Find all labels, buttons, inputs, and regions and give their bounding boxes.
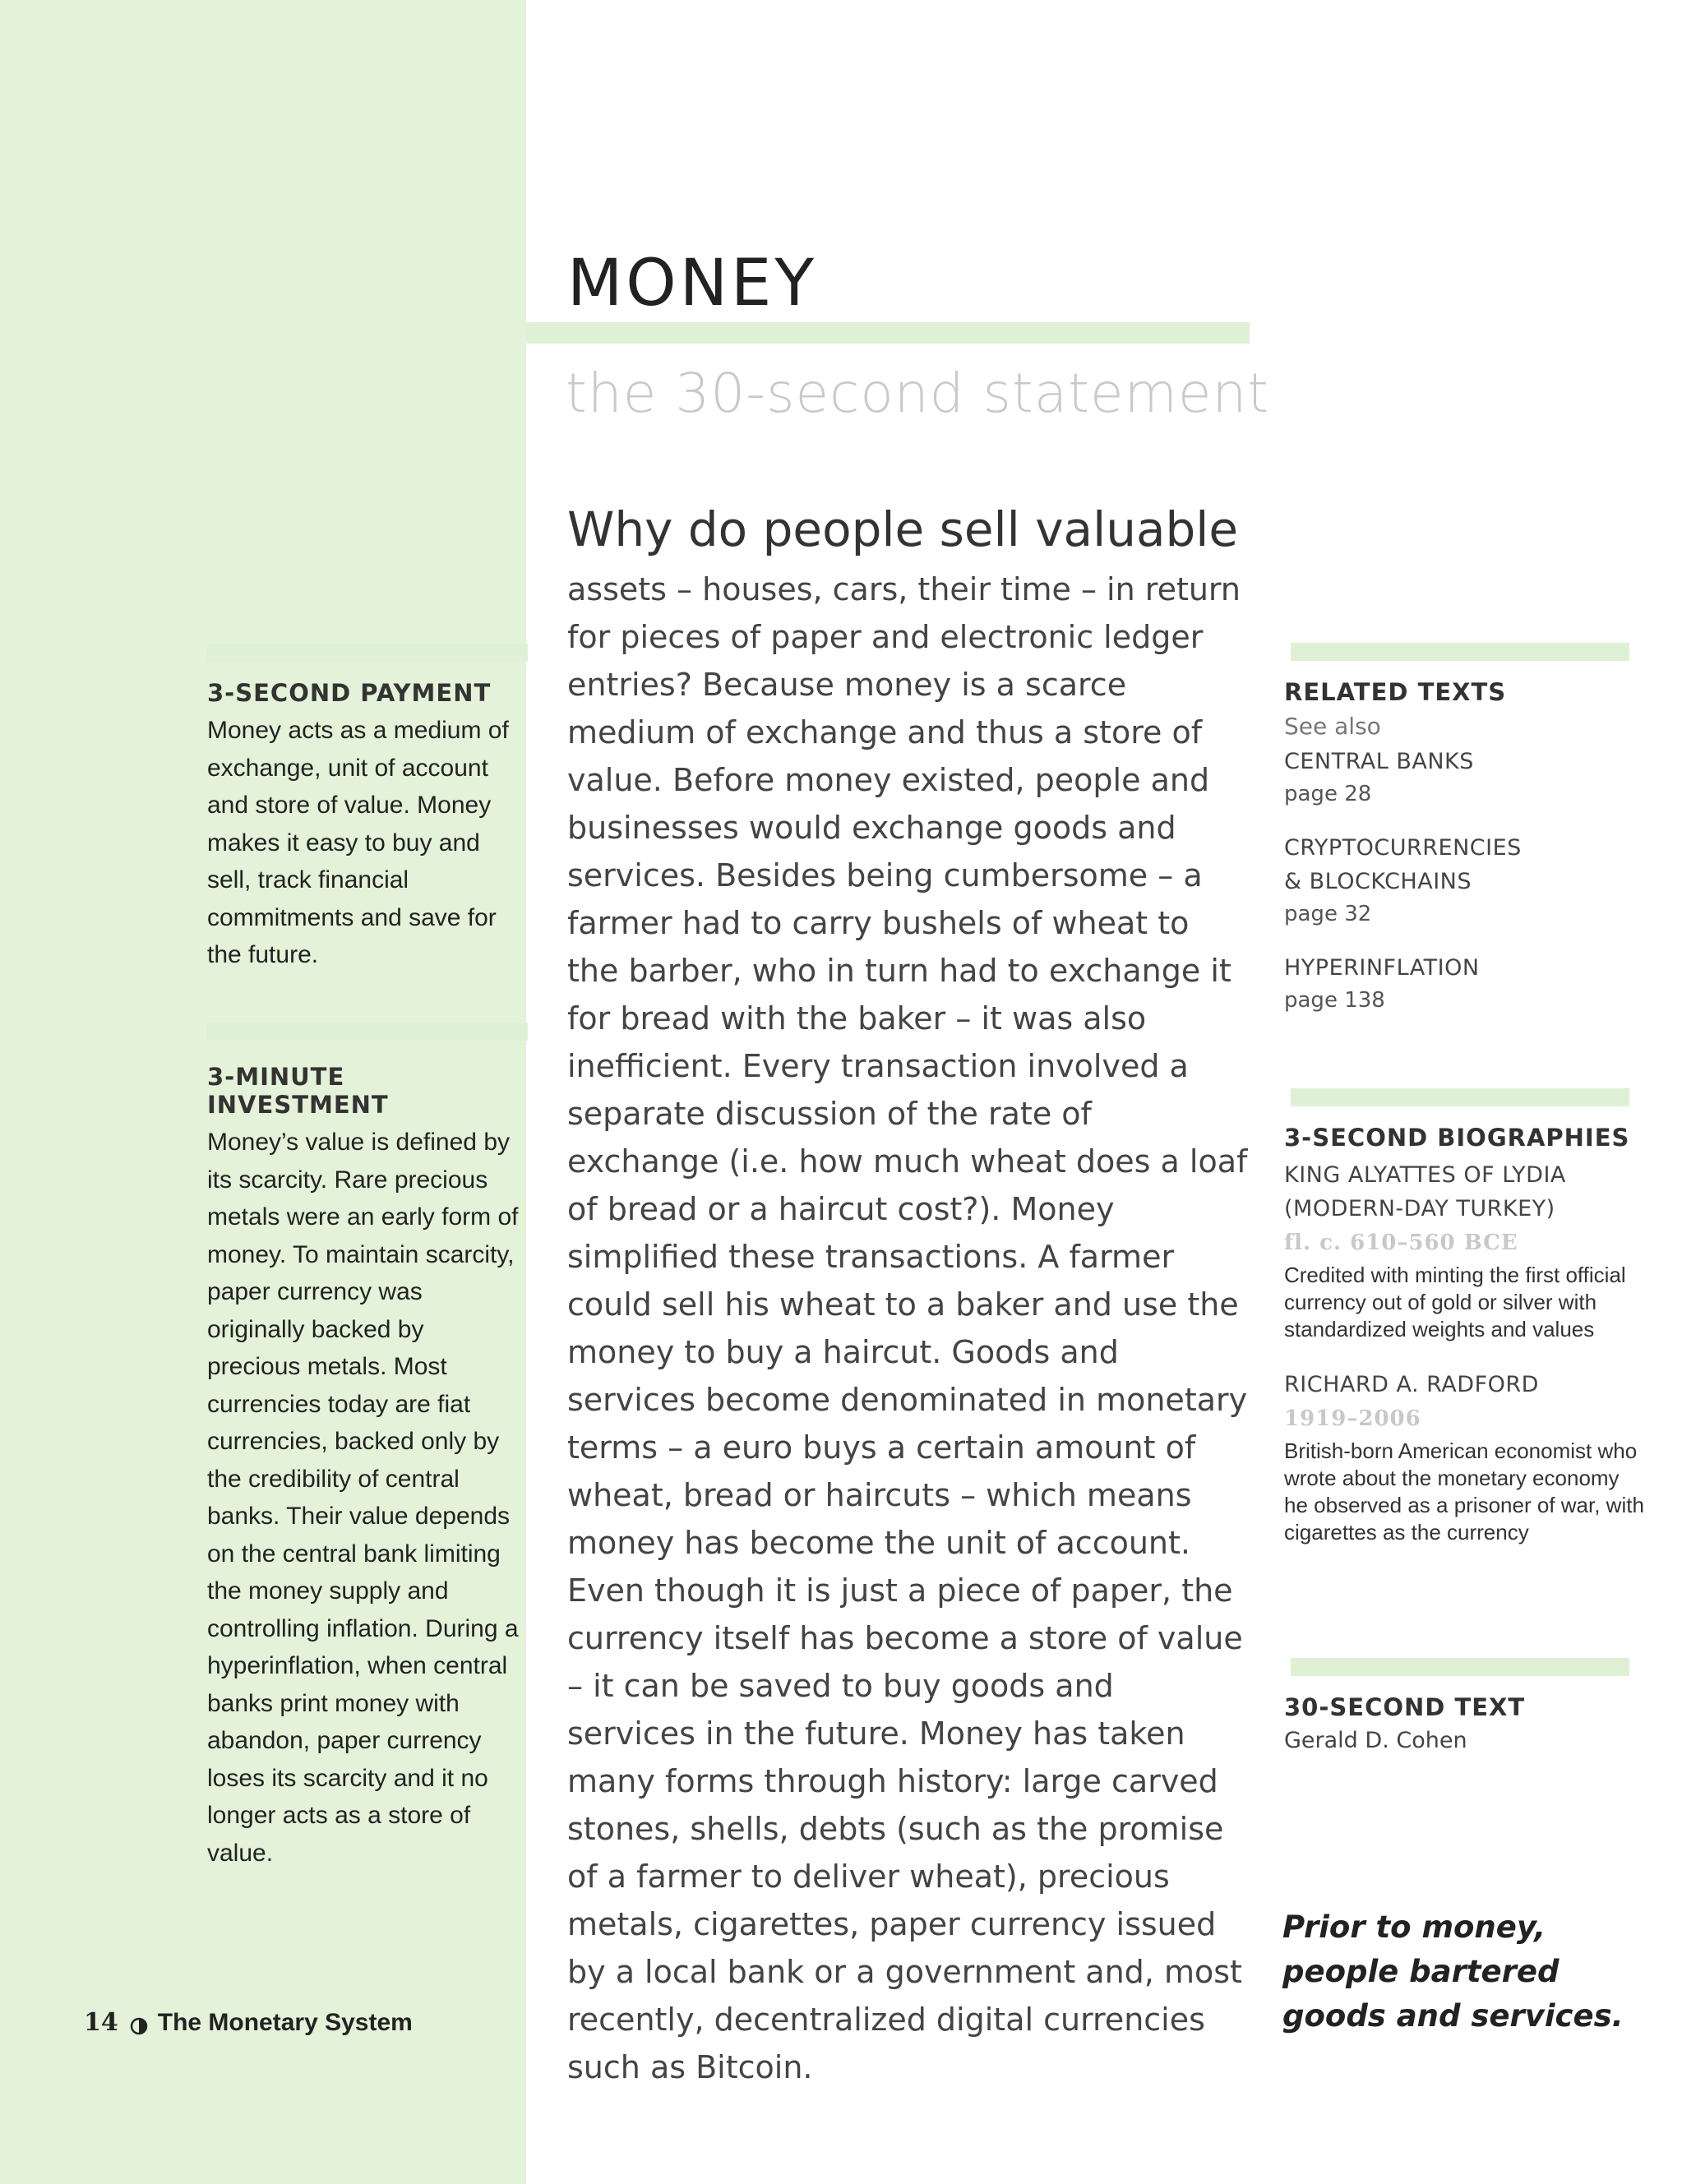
payment-heading: 3-SECOND PAYMENT: [207, 679, 492, 707]
biography-description: British-born American economist who wrote about the monetary economy he observed as a prisoner of war, with cigarettes as the currency: [1284, 1438, 1644, 1544]
see-also-label: See also: [1284, 713, 1381, 740]
investment-text: Money’s value is defined by its scarcity. Rare precious metals were an early form of money. To maintain scarcity, paper currency was originally backed by precious metals. Most currencies today are fiat currencies, backed only by the credibility of central banks. Their value depends on the central bank limiting the money supply and controlling inflation. During a hyperinflation, when central banks print money with abandon, paper currency loses its scarcity and it no longer acts as a store of value.: [207, 1129, 519, 1867]
image-caption: Prior to money, people bartered goods and services.: [1282, 1909, 1624, 2034]
text-rule: [1291, 1658, 1629, 1676]
biography-name: RICHARD A. RADFORD: [1284, 1372, 1539, 1397]
biography-dates: 1919–2006: [1284, 1406, 1421, 1431]
half-circle-icon: [130, 2014, 148, 2032]
investment-box: [207, 1063, 524, 1872]
page-subtitle: the 30-second statement: [566, 362, 1270, 425]
related-item-name[interactable]: CRYPTOCURRENCIES & BLOCKCHAINS: [1284, 835, 1522, 894]
biographies-heading: 3-SECOND BIOGRAPHIES: [1284, 1124, 1630, 1152]
payment-text: Money acts as a medium of exchange, unit of account and store of value. Money makes it easy to buy and sell, track financial commitments and save for the future.: [207, 717, 509, 968]
page-title: MONEY: [567, 247, 817, 321]
thirty-second-heading: 30-SECOND TEXT: [1284, 1693, 1526, 1721]
related-texts: [1284, 678, 1646, 1037]
lead-sentence: Why do people sell valuable: [567, 501, 1239, 557]
biography-dates: fl. c. 610–560 BCE: [1284, 1231, 1518, 1255]
related-item-page: page 138: [1284, 988, 1385, 1013]
related-item-name[interactable]: CENTRAL BANKS: [1284, 749, 1474, 774]
biography-description: Credited with minting the first official currency out of gold or silver with standardized weights and values: [1284, 1263, 1626, 1341]
thirty-second-text: [1284, 1693, 1646, 1753]
biographies-rule: [1291, 1088, 1629, 1106]
section-name: The Monetary System: [157, 2008, 413, 2036]
biography-name: KING ALYATTES OF LYDIA (MODERN-DAY TURKEY): [1284, 1162, 1566, 1221]
payment-box: [207, 679, 524, 974]
page-number: 14: [84, 2008, 118, 2037]
page-footer: [84, 2008, 413, 2037]
investment-heading: 3-MINUTE INVESTMENT: [207, 1063, 389, 1119]
related-item-page: page 28: [1284, 782, 1372, 806]
title-rule: [526, 322, 1250, 344]
body-text: assets – houses, cars, their time – in return for pieces of paper and electronic ledger entries? Because money is a scarce medium of exchange and thus a store of value. Before money existed, people and businesses would exchange goods and services. Besides being cumbersome – a farmer had to carry bushels of wheat to the barber, who in turn had to exchange it for bread with the baker – it was also inefficient. Every transaction involved a separate discussion of the rate of exchange (i.e. how much wheat does a loaf of bread or a haircut cost?). Money simplified these transactions. A farmer could sell his wheat to a baker and use the money to buy a haircut. Goods and services become denominated in monetary terms – a euro buys a certain amount of wheat, bread or haircuts – which means money has become the unit of account. Even though it is just a piece of paper, the currency itself has become a store of value – it can be saved to buy goods and services in the future. Money has taken many forms through history: large carved stones, shells, debts (such as the promise of a farmer to deliver wheat), precious metals, cigarettes, paper currency issued by a local bank or a government and, most recently, decentralized digital currencies such as Bitcoin.: [567, 571, 1248, 2085]
payment-rule: [207, 644, 528, 662]
author-name: Gerald D. Cohen: [1284, 1728, 1467, 1753]
related-item-page: page 32: [1284, 902, 1372, 926]
biographies: [1284, 1124, 1646, 1571]
related-heading: RELATED TEXTS: [1284, 678, 1507, 706]
investment-rule: [207, 1023, 528, 1041]
related-item-name[interactable]: HYPERINFLATION: [1284, 955, 1480, 981]
related-rule: [1291, 643, 1629, 661]
